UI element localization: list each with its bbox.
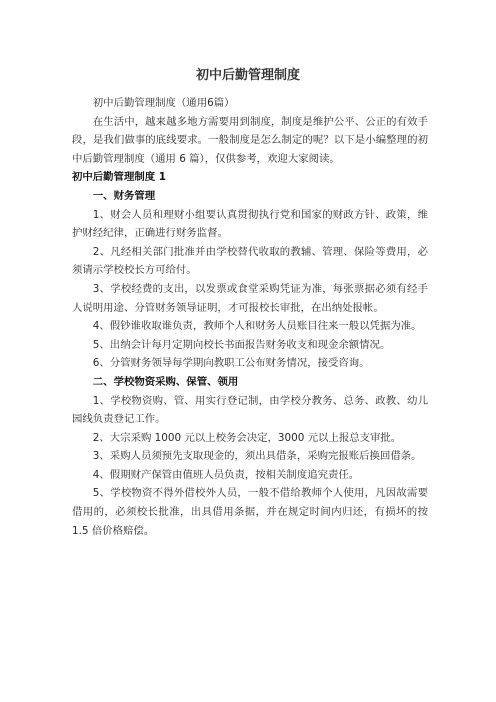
list-item: 2、凡经相关部门批准并由学校替代收取的教辅、管理、保险等费用，必须请示学校校长方可给付。 <box>72 245 428 277</box>
intro-paragraph: 在生活中，越来越多地方需要用到制度，制度是维护公平、公正的有效手段，是我们做事的底线要求。一般制度是怎么制定的呢？以下是小编整理的初中后勤管理制度（通用 6 篇），仅供参考，欢迎大家阅读。 <box>72 115 428 165</box>
document-subtitle: 初中后勤管理制度（通用6篇） <box>92 97 235 109</box>
list-item: 1、财会人员和理财小组要认真贯彻执行党和国家的财政方针、政策，维护财经纪律，正确进行财务监督。 <box>72 208 428 240</box>
part2-heading: 二、学校物资采购、保管、领用 <box>92 375 239 388</box>
list-item: 6、分管财务领导每学期向教职工公布财务情况，接受咨询。 <box>92 357 370 370</box>
section-heading: 初中后勤管理制度 1 <box>72 171 166 184</box>
list-item: 3、采购人员须预先支取现金的，须出具借条，采购完报账后换回借条。 <box>92 450 422 463</box>
document-title: 初中后勤管理制度 <box>195 68 300 83</box>
list-item: 2、大宗采购 1000 元以上校务会决定，3000 元以上报总支审批。 <box>92 431 402 444</box>
part1-heading: 一、财务管理 <box>92 189 156 202</box>
list-item: 4、假钞谁收取谁负责，教师个人和财务人员账目往来一般以凭据为准。 <box>92 320 422 333</box>
list-item: 5、学校物资不得外借校外人员，一般不借给教师个人使用，凡因故需要借用的，必须校长批准，出具借用条据，并在规定时间内归还，有损坏的按 1.5 倍价格赔偿。 <box>72 487 428 537</box>
list-item: 1、学校物资购、管、用实行登记制，由学校分教务、总务、政教、幼儿园线负责登记工作。 <box>72 394 428 426</box>
list-item: 5、出纳会计每月定期向校长书面报告财务收支和现金余额情况。 <box>92 338 391 351</box>
list-item: 4、假期财产保管由值班人员负责，按相关制度追究责任。 <box>92 468 360 481</box>
list-item: 3、学校经费的支出，以发票或食堂采购凭证为准，每张票据必须有经手人说明用途、分管财务领导证明，才可报校长审批，在出纳处报帐。 <box>72 282 428 314</box>
document-body <box>72 94 428 540</box>
